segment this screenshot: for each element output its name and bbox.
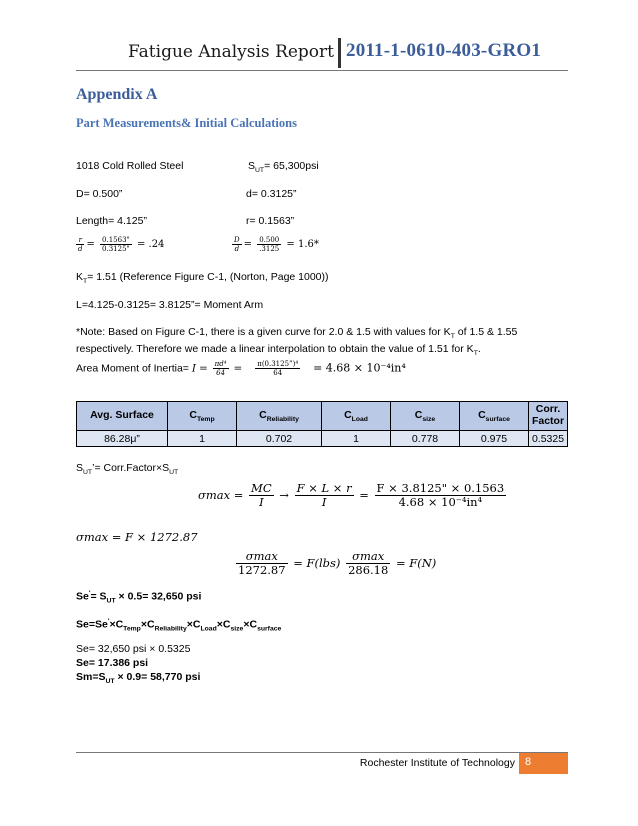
sigma-max-equation: σmax = $\frac{MC}{I}$ → $\frac{F \times L \times r}{I}$ = $\frac{F \times 3.8125" \times 0.1563}{\text{4.68 × 10⁻⁴in⁴}}$ bbox=[198, 481, 505, 510]
table-cell: 0.702 bbox=[237, 431, 322, 447]
moment-arm: L=4.125-0.3125= 3.8125”= Moment Arm bbox=[76, 299, 264, 311]
table-header-cell: $C_{surface}$ bbox=[460, 402, 529, 431]
table-cell: 86.28μ” bbox=[77, 431, 168, 447]
report-code: 2011-1-0610-403-GRO1 bbox=[346, 40, 542, 61]
sm-result: $Sm=S_{UT} \times 0.9= 58,770$ psi bbox=[76, 671, 201, 686]
table-cell: 0.975 bbox=[460, 431, 529, 447]
r-value: r= 0.1563” bbox=[246, 215, 295, 227]
se-result: Se= 17.386 psi bbox=[76, 657, 149, 669]
table-header-cell: $C_{Temp}$ bbox=[168, 402, 237, 431]
table-row bbox=[77, 431, 568, 447]
D-value: D= 0.500” bbox=[76, 188, 123, 200]
sut-prime-equation: $S_{UT}’=$ $Corr.Factor\times S_{UT}$ bbox=[76, 462, 179, 477]
table-cell: 0.5325 bbox=[529, 431, 568, 447]
ratio-r-d: $\frac{r}{d}$ = $\frac{0.1563"}{0.3125"}$ = .24 bbox=[78, 236, 165, 254]
inertia-equation: Area Moment of Inertia= I = $\frac{\text{πd⁴}}{64}$ = $\frac{\text{π(0.3125”)⁴}}{64}$ = 4.68 × 10⁻⁴in⁴ bbox=[76, 360, 406, 378]
se-formula: $Se=Se'\times C_{Temp}\times C_{Reliability}\times C_{Load}\times C_{size}\times C_{surface}$ bbox=[76, 618, 282, 633]
header-divider bbox=[338, 38, 341, 68]
report-title: Fatigue Analysis Report bbox=[128, 42, 334, 62]
footer-rule bbox=[76, 752, 568, 753]
table-header-row bbox=[77, 402, 568, 431]
d-value: d= 0.3125” bbox=[246, 188, 297, 200]
correction-factor-table bbox=[76, 401, 568, 447]
note-line-1: *Note: Based on Figure C-1, there is a given curve for 2.0 & 1.5 with values for $K_T$ of 1.5 & 1.55 bbox=[76, 326, 518, 341]
header-rule bbox=[76, 70, 568, 71]
se-prime-equation: $Se'= S_{UT} \times 0.5= 32,650$ psi bbox=[76, 590, 202, 605]
table-header-cell: $C_{size}$ bbox=[391, 402, 460, 431]
page-number: 8 bbox=[525, 756, 532, 768]
sigma-max-result: σmax = F × 1272.87 bbox=[76, 530, 198, 544]
section-subheading: Part Measurements& Initial Calculations bbox=[76, 116, 297, 130]
footer-institution: Rochester Institute of Technology bbox=[359, 757, 515, 769]
table-header-cell: Avg. Surface bbox=[77, 402, 168, 431]
appendix-heading: Appendix A bbox=[76, 86, 158, 103]
ratio-D-d: $\frac{D}{d}$ = $\frac{0.500}{.3125}$ = 1.6* bbox=[234, 236, 319, 254]
table-cell: 0.778 bbox=[391, 431, 460, 447]
table-header-cell: $C_{Load}$ bbox=[322, 402, 391, 431]
length-value: Length= 4.125” bbox=[76, 215, 147, 227]
force-equation: $\frac{\sigma\max}{1272.87}$ = F(lbs) $\frac{\sigma\max}{286.18}$ = F(N) bbox=[238, 549, 437, 578]
material-text: 1018 Cold Rolled Steel bbox=[76, 160, 184, 172]
sut-value: $S_{UT}= 65,300psi$ bbox=[248, 160, 319, 175]
kt-value: $K_T= 1.51$ (Reference Figure C-1, (Norton, Page 1000)) bbox=[76, 271, 329, 286]
table-cell: 1 bbox=[322, 431, 391, 447]
table-header-cell: Corr. Factor bbox=[529, 402, 568, 431]
se-calculation: Se= 32,650 psi × 0.5325 bbox=[76, 643, 191, 655]
note-line-2: respectively. Therefore we made a linear interpolation to obtain the value of 1.51 for $K_T$. bbox=[76, 343, 481, 358]
table-cell: 1 bbox=[168, 431, 237, 447]
table-header-cell: $C_{Reliability}$ bbox=[237, 402, 322, 431]
